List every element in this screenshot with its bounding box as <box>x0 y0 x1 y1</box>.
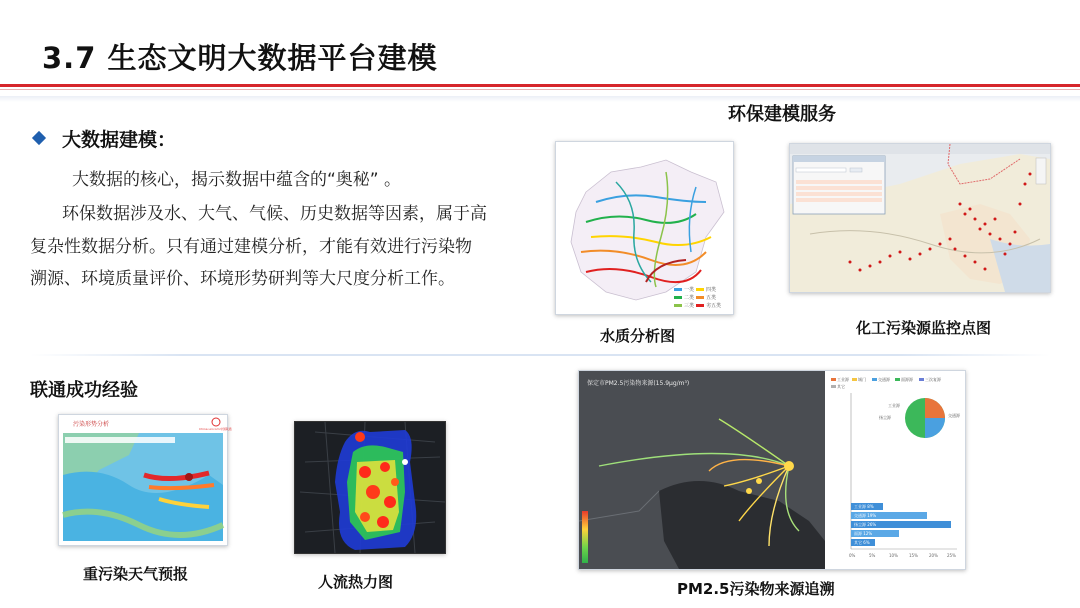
water-legend-0: 一类 <box>684 287 695 293</box>
title-underline <box>0 84 1080 87</box>
pm25-bar-label: 工业源 8% <box>854 504 874 509</box>
forecast-panel-title: 污染形势分析 <box>73 421 110 428</box>
pm25-bar-label: 其它 6% <box>854 540 870 545</box>
crowd-heatmap-graphic <box>295 422 445 553</box>
pm25-xtick-0: 0% <box>849 553 856 558</box>
bigdata-modeling-heading: 大数据建模： <box>62 129 177 151</box>
water-legend-5: 劣五类 <box>706 303 722 309</box>
pm25-xtick-2: 10% <box>889 553 898 558</box>
pm25-bar-label: 面源 12% <box>854 531 873 536</box>
pollution-forecast-caption: 重污染天气预报 <box>83 565 189 583</box>
pm25-source-tracing-panel <box>578 370 966 570</box>
pm25-source-tracing-graphic <box>579 371 965 569</box>
water-quality-map-graphic <box>556 142 733 314</box>
crowd-heatmap <box>294 421 446 554</box>
title-underline-thin <box>0 89 1080 90</box>
pollution-forecast-graphic <box>59 415 232 545</box>
unicom-experience-heading: 联通成功经验 <box>30 380 138 401</box>
unicom-logo-text: China unicom中国联通 <box>199 427 232 431</box>
pm25-bar-label: 扬尘源 26% <box>854 522 877 527</box>
water-legend-3: 四类 <box>706 287 717 293</box>
pm25-xtick-1: 5% <box>869 553 876 558</box>
pm25-legend-0: 工业源 <box>837 377 849 382</box>
pm25-xtick-3: 15% <box>909 553 918 558</box>
pm25-legend-3: 面源源 <box>901 377 913 382</box>
water-legend-2: 三类 <box>684 303 695 309</box>
page-title: 3.7 生态文明大数据平台建模 <box>42 41 438 75</box>
pm25-pie-label-1: 扬尘源 <box>879 415 891 420</box>
intro-line-4: 溯源、环境质量评价、环境形势研判等大尺度分析工作。 <box>30 269 455 289</box>
water-quality-map <box>555 141 734 315</box>
chemical-monitor-map <box>789 143 1051 293</box>
chemical-monitor-caption: 化工污染源监控点图 <box>856 319 992 337</box>
pollution-forecast-panel <box>58 414 232 546</box>
intro-line-1: 大数据的核心，揭示数据中蕴含的“奥秘” 。 <box>72 170 402 190</box>
pm25-legend-4: 三次复源 <box>925 377 941 382</box>
pm25-xtick-5: 25% <box>947 553 956 558</box>
pm25-xtick-4: 20% <box>929 553 938 558</box>
intro-line-2: 环保数据涉及水、大气、气候、历史数据等因素，属于高 <box>62 204 487 224</box>
water-quality-caption: 水质分析图 <box>600 327 676 345</box>
pm25-map-title: 保定市PM2.5污染物来源(15.9μg/m³) <box>587 380 690 387</box>
pm25-pie-label-0: 工业源 <box>888 403 900 408</box>
pm25-bar-label: 交通源 19% <box>854 513 877 518</box>
bullet-diamond-icon <box>32 131 46 145</box>
pm25-legend-1: 城门 <box>858 377 866 382</box>
water-legend-1: 二类 <box>684 295 695 301</box>
chemical-monitor-map-graphic <box>790 144 1050 292</box>
header-shadow <box>0 96 1080 102</box>
pm25-tracing-caption: PM2.5污染物来源追溯 <box>677 580 835 598</box>
water-legend-4: 五类 <box>706 295 717 301</box>
crowd-heatmap-caption: 人流热力图 <box>318 573 394 591</box>
eco-service-heading: 环保建模服务 <box>728 104 836 125</box>
pm25-pie-label-2: 交通源 <box>948 413 960 418</box>
pm25-legend-2: 交通源 <box>878 377 890 382</box>
intro-line-3: 复杂性数据分析。只有通过建模分析，才能有效进行污染物 <box>30 237 472 257</box>
section-divider <box>30 354 1050 356</box>
pm25-legend-5: 其它 <box>837 384 845 389</box>
